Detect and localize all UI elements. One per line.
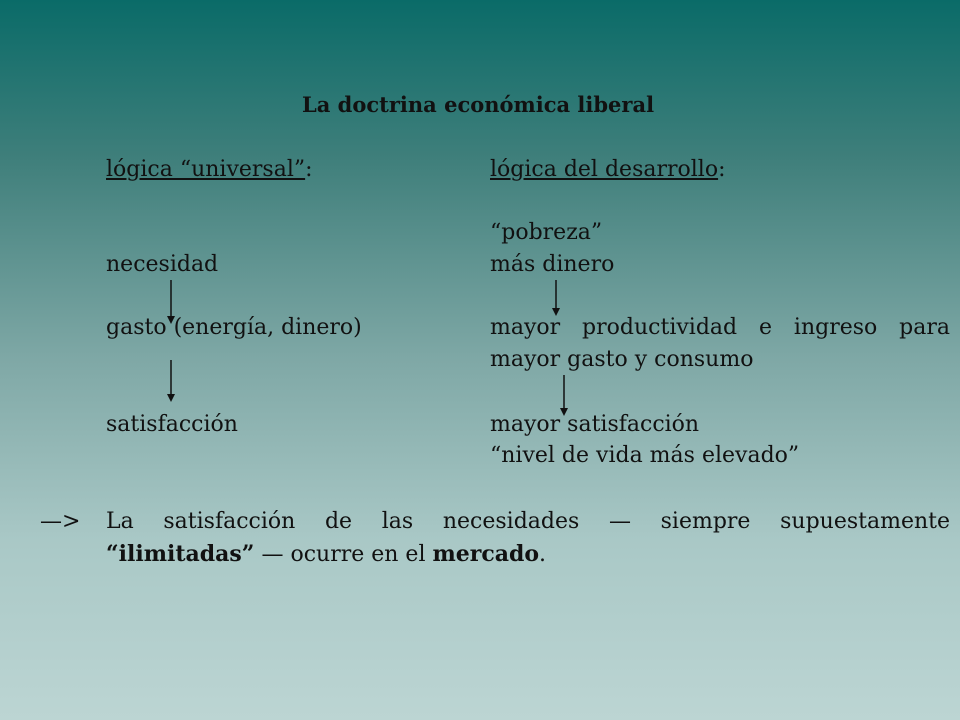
right-item-more-satisfaction: mayor satisfacción (490, 412, 700, 437)
right-item-living-standard: “nivel de vida más elevado” (490, 443, 800, 468)
left-item-satisfaccion: satisfacción (106, 412, 238, 437)
conclusion-line1: La satisfacción de las necesidades — siempre supuestamente (106, 509, 950, 534)
slide-title: La doctrina económica liberal (302, 92, 655, 117)
conclusion-end: . (539, 542, 547, 567)
conclusion-marker: —> (40, 509, 81, 534)
conclusion-mercado: mercado (432, 541, 540, 567)
left-heading-text: lógica “universal” (106, 157, 306, 182)
right-item-productivity: mayor productividad e ingreso para (490, 315, 950, 340)
right-item-consumption: mayor gasto y consumo (490, 347, 754, 372)
poverty-label: “pobreza” (490, 220, 603, 245)
conclusion-quote-ilimitadas: “ilimitadas” (106, 541, 255, 567)
conclusion-mid: — ocurre en el (254, 542, 433, 567)
right-heading-colon: : (718, 157, 726, 182)
right-heading-text: lógica del desarrollo (490, 157, 719, 182)
right-item-more-money: más dinero (490, 252, 615, 277)
left-heading-colon: : (305, 157, 313, 182)
left-item-necesidad: necesidad (106, 252, 219, 277)
left-item-gasto: gasto (energía, dinero) (106, 315, 362, 340)
